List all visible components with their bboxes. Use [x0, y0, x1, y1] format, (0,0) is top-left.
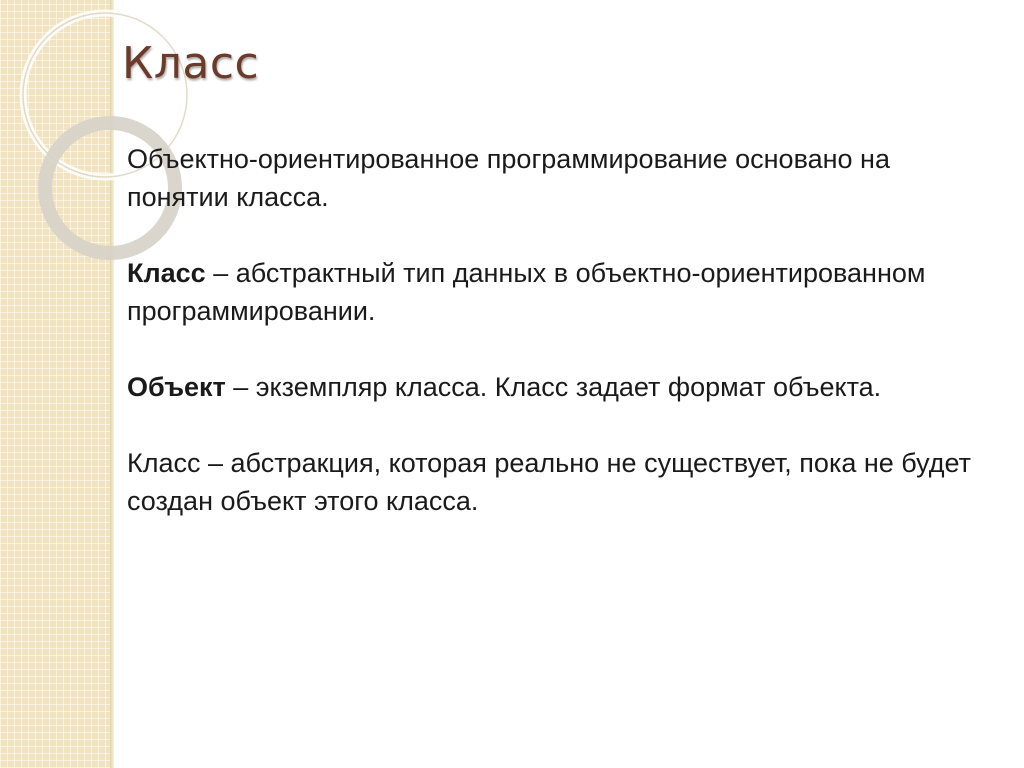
class-definition-text: – абстрактный тип данных в объектно-ориентированном программировании.: [127, 258, 926, 326]
object-definition-text: – экземпляр класса. Класс задает формат объекта.: [225, 372, 882, 402]
paragraph-abstraction-text: Класс – абстракция, которая реально не существует, пока не будет создан объект этого класса.: [127, 448, 972, 516]
paragraph-intro-text: Объектно-ориентированное программирование основано на понятии класса.: [127, 144, 890, 212]
slide-title: Класс: [122, 38, 260, 89]
term-class: Класс: [127, 258, 206, 288]
paragraph-object-definition: [127, 368, 997, 406]
slide-body: [127, 140, 997, 520]
paragraph-intro: [127, 140, 997, 216]
paragraph-abstraction: [127, 444, 997, 520]
term-object: Объект: [127, 372, 226, 402]
paragraph-class-definition: [127, 254, 997, 330]
